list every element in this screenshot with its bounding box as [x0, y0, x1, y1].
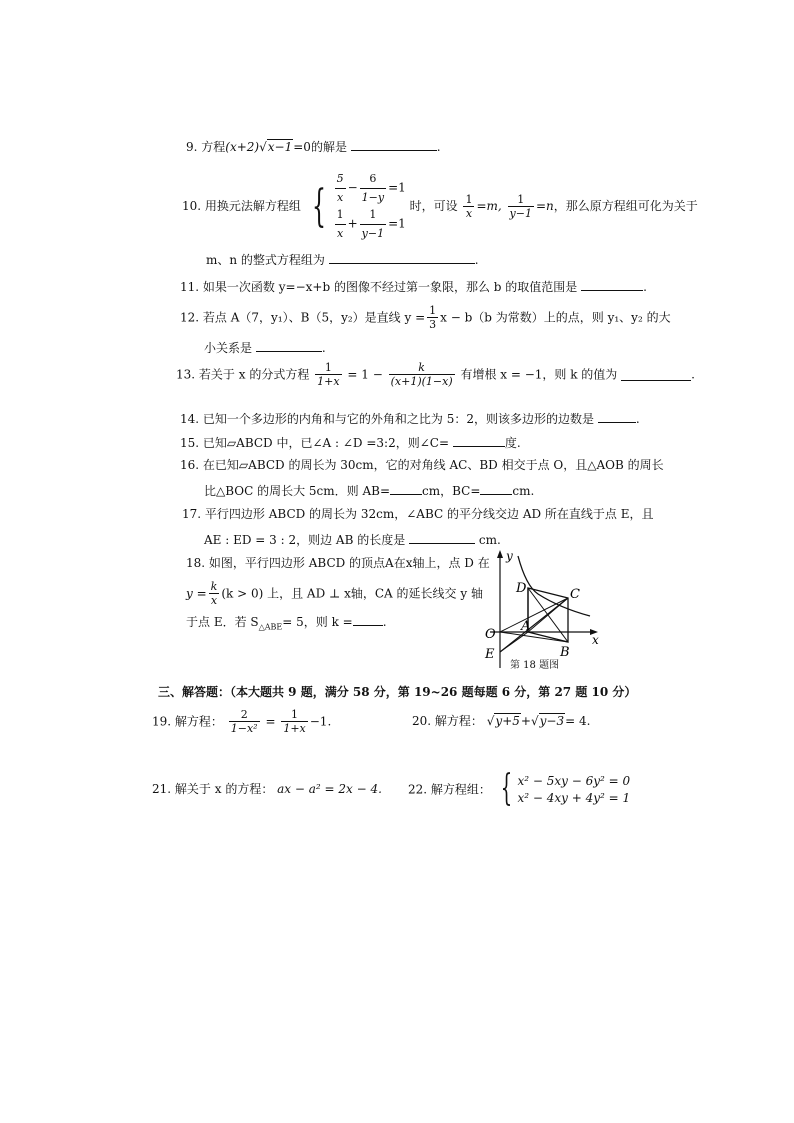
- radical-1: √y+5: [486, 714, 520, 728]
- fraction-1: $\frac{2}{\text{1−x²}}$: [230, 708, 258, 736]
- math-expression: y =: [186, 586, 207, 601]
- answer-blank[interactable]: [409, 531, 475, 544]
- question-10: 10. 用换元法解方程组 { $\frac{5}{x}$ − $\frac{6}{1-y}$ =1 $\frac{1}{x}$ + $\frac{1}{y-1}$ =1 时，可设 $\frac{1}{x}$ =m, $\frac{1}{y-1}$ =n，那么原方程组可化为关于: [182, 170, 698, 242]
- equals: = 1 −: [347, 367, 383, 382]
- question-20: [412, 714, 590, 728]
- question-number: 11.: [180, 280, 200, 294]
- system-brace: {: [500, 768, 512, 810]
- label-d: D: [516, 581, 527, 596]
- radicand: x−1: [267, 140, 293, 154]
- answer-blank[interactable]: [329, 251, 475, 264]
- subscript: △ABE: [258, 622, 283, 632]
- plus: +: [520, 714, 531, 728]
- fraction: $\frac{k}{x}$: [210, 580, 218, 608]
- question-number: 20.: [412, 714, 432, 728]
- question-text: (k > 0) 上，且 AD ⊥ x轴，CA 的延长线交 y 轴: [221, 586, 483, 601]
- substitution-1: $\frac{1}{x}$: [465, 192, 473, 220]
- label-y: y: [506, 549, 513, 563]
- question-text: AE : ED = 3 : 2，则边 AB 的长度是: [204, 533, 406, 547]
- period: .: [474, 253, 479, 267]
- answer-blank[interactable]: [256, 339, 322, 352]
- question-text: 已知▱ABCD 中，已∠A : ∠D =3:2，则∠C=: [202, 436, 450, 450]
- question-text: = 5，则 k =: [282, 615, 353, 629]
- section-title: 三、解答题：（本大题共 9 题，满分 58 分，第 19~26 题每题 6 分，第 27 题 10 分）: [158, 685, 637, 699]
- question-19: [152, 708, 331, 735]
- question-9: 9. 方程(x+2)√x−1=0的解是 .: [186, 140, 441, 154]
- question-number: 16.: [180, 458, 200, 472]
- label-c: C: [570, 587, 580, 602]
- question-text: 若点 A（7，y₁）、B（5，y₂）是直线 y =: [202, 310, 426, 325]
- question-number: 22.: [408, 782, 428, 797]
- question-text: 若关于 x 的分式方程: [198, 367, 310, 382]
- question-number: 18.: [186, 556, 206, 570]
- radical-2: √y−3: [530, 714, 565, 728]
- hyperbola-curve: [518, 556, 590, 616]
- label-o: O: [485, 627, 496, 642]
- question-text: 已知一个多边形的内角和与它的外角和之比为 5：2，则该多边形的边数是: [202, 412, 595, 426]
- question-18: [186, 556, 490, 570]
- question-text: cm.: [512, 484, 535, 498]
- period: .: [382, 615, 387, 629]
- answer-blank[interactable]: [351, 138, 437, 151]
- period: .: [635, 412, 640, 426]
- math-expression: ax − a² = 2x − 4.: [277, 782, 382, 796]
- question-number: 10.: [182, 198, 202, 213]
- equals: =: [265, 714, 276, 729]
- equation-system: x² − 5xy − 6y² = 0 x² − 4xy + 4y² = 1: [517, 774, 631, 805]
- question-18-line2: [186, 580, 483, 607]
- question-text: cm.: [478, 533, 501, 547]
- question-text: 解关于 x 的方程：: [174, 782, 274, 796]
- answer-blank[interactable]: [453, 434, 505, 447]
- label-b: B: [560, 645, 570, 660]
- question-number: 21.: [152, 782, 172, 796]
- answer-blank[interactable]: [598, 410, 636, 423]
- question-text: 如果一次函数 y=−x+b 的图像不经过第一象限，那么 b 的取值范围是: [202, 280, 578, 294]
- question-text: 度.: [504, 436, 521, 450]
- question-text: 有增根 x = −1，则 k 的值为: [460, 367, 618, 382]
- question-text: 的解是: [310, 140, 347, 154]
- y-axis-arrow: [497, 550, 503, 558]
- figure-caption: 第 18 题图: [510, 660, 560, 671]
- question-text: 解方程：: [174, 714, 223, 729]
- substitution-2: $\frac{1}{y-1}$: [509, 192, 532, 220]
- question-15: [180, 434, 521, 450]
- question-12-line2: [204, 339, 326, 355]
- question-number: 17.: [182, 507, 202, 521]
- figure-18: [480, 546, 604, 672]
- label-x: x: [592, 633, 599, 647]
- fraction-2: $\frac{k}{(x+1)(1-x)}$: [390, 361, 453, 389]
- question-text: 解方程组：: [430, 782, 491, 797]
- question-text: 时，可设: [409, 198, 458, 213]
- question-number: 14.: [180, 412, 200, 426]
- system-brace: {: [311, 180, 326, 232]
- question-number: 12.: [180, 310, 200, 325]
- question-18-line3: [186, 613, 387, 632]
- math-tail: −1.: [309, 714, 332, 729]
- question-16-line2: [204, 482, 534, 498]
- question-text: cm，BC=: [422, 484, 481, 498]
- question-text: 方程: [201, 140, 226, 154]
- question-text: m、n 的整式方程组为: [206, 253, 325, 267]
- question-text: x − b（b 为常数）上的点，则 y₁、y₂ 的大: [440, 310, 671, 325]
- line-ca-extended: [500, 598, 568, 652]
- question-text: 比△BOC 的周长大 5cm．则 AB=: [204, 484, 391, 498]
- question-text: 在已知▱ABCD 的周长为 30cm，它的对角线 AC、BD 相交于点 O，且△AOB 的周长: [202, 458, 664, 472]
- question-13: [176, 361, 695, 388]
- question-17: [182, 507, 654, 521]
- answer-blank[interactable]: [621, 368, 691, 381]
- period: .: [436, 140, 441, 154]
- question-22: [408, 768, 631, 810]
- question-number: 19.: [152, 714, 172, 729]
- answer-blank-ab[interactable]: [390, 482, 422, 495]
- answer-blank-bc[interactable]: [480, 482, 512, 495]
- question-17-line2: [204, 531, 501, 547]
- question-number: 13.: [176, 367, 196, 382]
- equation-system: $\frac{5}{x}$ − $\frac{6}{1-y}$ =1 $\frac{1}{x}$ + $\frac{1}{y-1}$ =1: [333, 170, 406, 242]
- period: .: [643, 280, 647, 294]
- equals: =0: [293, 140, 311, 154]
- period: .: [691, 367, 695, 382]
- answer-blank[interactable]: [353, 613, 383, 626]
- question-12: [180, 304, 671, 331]
- question-number: 15.: [180, 436, 200, 450]
- question-text: 小关系是: [204, 341, 253, 355]
- question-10-line2: [206, 251, 479, 267]
- question-text: ，那么原方程组可化为关于: [553, 198, 698, 213]
- fraction: $\frac{1}{3}$: [429, 304, 437, 332]
- question-text: 解方程：: [434, 714, 483, 728]
- math-tail: = 4.: [565, 714, 591, 728]
- fraction-2: $\frac{1}{1+x}$: [283, 708, 306, 736]
- question-11: [180, 278, 647, 294]
- question-14: [180, 410, 640, 426]
- label-a: A: [521, 619, 531, 634]
- answer-blank[interactable]: [581, 278, 643, 291]
- question-21: [152, 782, 382, 796]
- question-number: 9.: [186, 140, 198, 154]
- math-expression: (x+2): [225, 140, 260, 154]
- label-e: E: [485, 647, 495, 662]
- question-text: 用换元法解方程组: [204, 198, 301, 213]
- period: .: [321, 341, 326, 355]
- question-16: [180, 458, 664, 472]
- question-text: 平行四边形 ABCD 的周长为 32cm，∠ABC 的平分线交边 AD 所在直线于点 E，且: [204, 507, 654, 521]
- segment-ae: [500, 632, 528, 652]
- question-text: 如图，平行四边形 ABCD 的顶点A在x轴上，点 D 在: [208, 556, 490, 570]
- fraction-1: $\frac{1}{1+x}$: [317, 361, 340, 389]
- question-text: 于点 E．若 S: [186, 615, 259, 629]
